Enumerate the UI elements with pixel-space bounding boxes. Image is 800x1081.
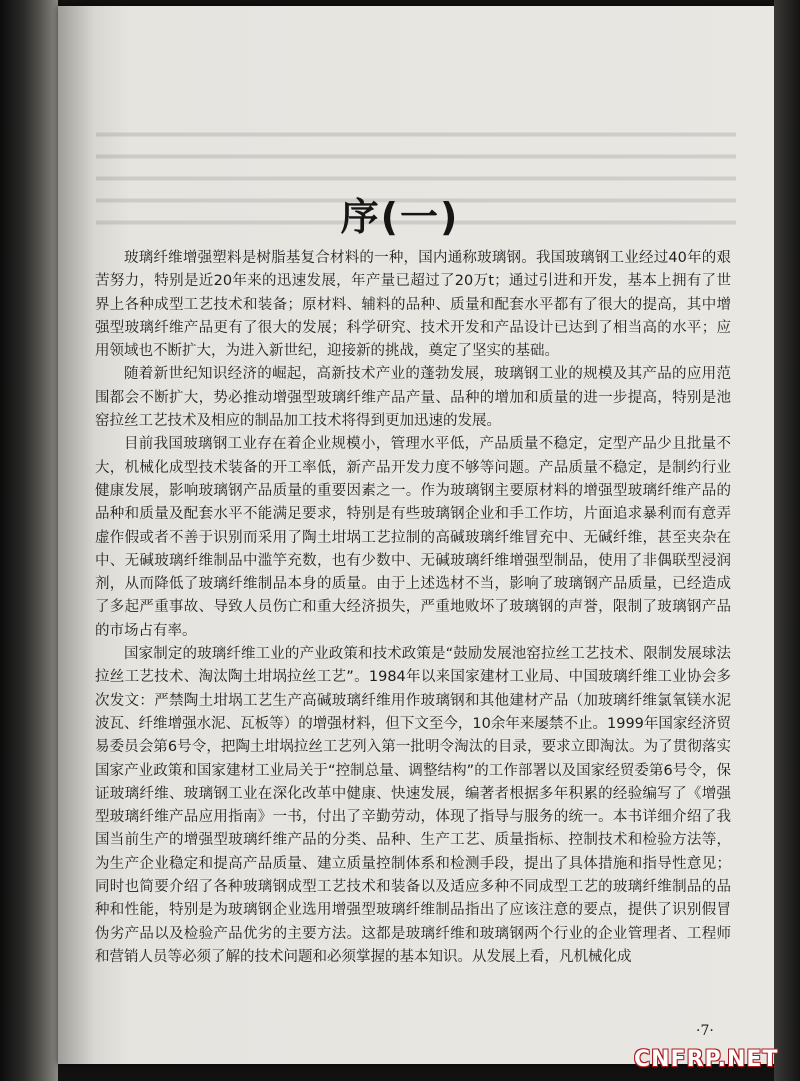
body-text [95,247,731,969]
page-title: 序(一) [340,195,460,239]
paragraph: 随着新世纪知识经济的崛起，高新技术产业的蓬勃发展，玻璃钢工业的规模及其产品的应用范围都会不断扩大，势必推动增强型玻璃纤维产品产量、品种的增加和质量的进一步提高，特别是池窑拉丝工艺技术及相应的制品加工技术将得到更加迅速的发展。 [95,366,731,430]
site-watermark: CNFRP.NET [634,1047,779,1072]
paragraph: 玻璃纤维增强塑料是树脂基复合材料的一种，国内通称玻璃钢。我国玻璃钢工业经过40年的艰苦努力，特别是近20年来的迅速发展，年产量已超过了20万t；通过引进和开发，基本上拥有了世界上各种成型工艺技术和装备；原材料、辅料的品种、质量和配套水平都有了很大的提高，其中增强型玻璃纤维产品更有了很大的发展；科学研究、技术开发和产品设计已达到了相当高的水平；应用领域也不断扩大，为进入新世纪，迎接新的挑战，奠定了坚实的基础。 [95,250,731,360]
page-number: ·7· [696,1023,714,1039]
paragraph: 目前我国玻璃钢工业存在着企业规模小，管理水平低，产品质量不稳定，定型产品少且批量不大，机械化成型技术装备的开工率低，新产品开发力度不够等问题。产品质量不稳定，是制约行业健康发展，影响玻璃钢产品质量的重要因素之一。作为玻璃钢主要原材料的增强型玻璃纤维产品的品种和质量及配套水平不能满足要求，特别是有些玻璃钢企业和手工作坊，片面追求暴利而有意弄虚作假或者不善于识别而采用了陶土坩埚工艺拉制的高碱玻璃纤维冒充中、无碱纤维，甚至夹杂在中、无碱玻璃纤维制品中滥竽充数，也有少数中、无碱玻璃纤维增强型制品，使用了非偶联型浸润剂，从而降低了玻璃纤维制品本身的质量。由于上述选材不当，影响了玻璃钢产品质量，已经造成了多起严重事故、导致人员伤亡和重大经济损失，严重地败坏了玻璃钢的声誉，限制了玻璃钢产品的市场占有率。 [95,436,731,639]
page-edge-shadow [774,0,800,1081]
paragraph: 国家制定的玻璃纤维工业的产业政策和技术政策是“鼓励发展池窑拉丝工艺技术、限制发展球法拉丝工艺技术、淘汰陶土坩埚拉丝工艺”。1984年以来国家建材工业局、中国玻璃纤维工业协会多次发文：严禁陶土坩埚工艺生产高碱玻璃纤维用作玻璃钢和其他建材产品（加玻璃纤维氯氧镁水泥波瓦、纤维增强水泥、瓦板等）的增强材料，但下文至今，10余年来屡禁不止。1999年国家经济贸易委员会第6号令，把陶土坩埚拉丝工艺列入第一批明令淘汰的目录，要求立即淘汰。为了贯彻落实国家产业政策和国家建材工业局关于“控制总量、调整结构”的工作部署以及国家经贸委第6号令，保证玻璃纤维、玻璃钢工业在深化改革中健康、快速发展，编著者根据多年积累的经验编写了《增强型玻璃纤维产品应用指南》一书，付出了辛勤劳动，体现了指导与服务的统一。本书详细介绍了我国当前生产的增强型玻璃纤维产品的分类、品种、生产工艺、质量指标、控制技术和检验方法等，为生产企业稳定和提高产品质量、建立质量控制体系和检测手段，提出了具体措施和指导性意见；同时也简要介绍了各种玻璃钢成型工艺技术和装备以及适应多种不同成型工艺的玻璃纤维制品的品种和性能，特别是为玻璃钢企业选用增强型玻璃纤维制品指出了应该注意的要点，提供了识别假冒伪劣产品以及检验产品优劣的主要方法。这都是玻璃纤维和玻璃钢两个行业的企业管理者、工程师和营销人员等必须了解的技术问题和必须掌握的基本知识。从发展上看，凡机械化成 [95,646,731,965]
book-spine-shadow [0,0,58,1081]
